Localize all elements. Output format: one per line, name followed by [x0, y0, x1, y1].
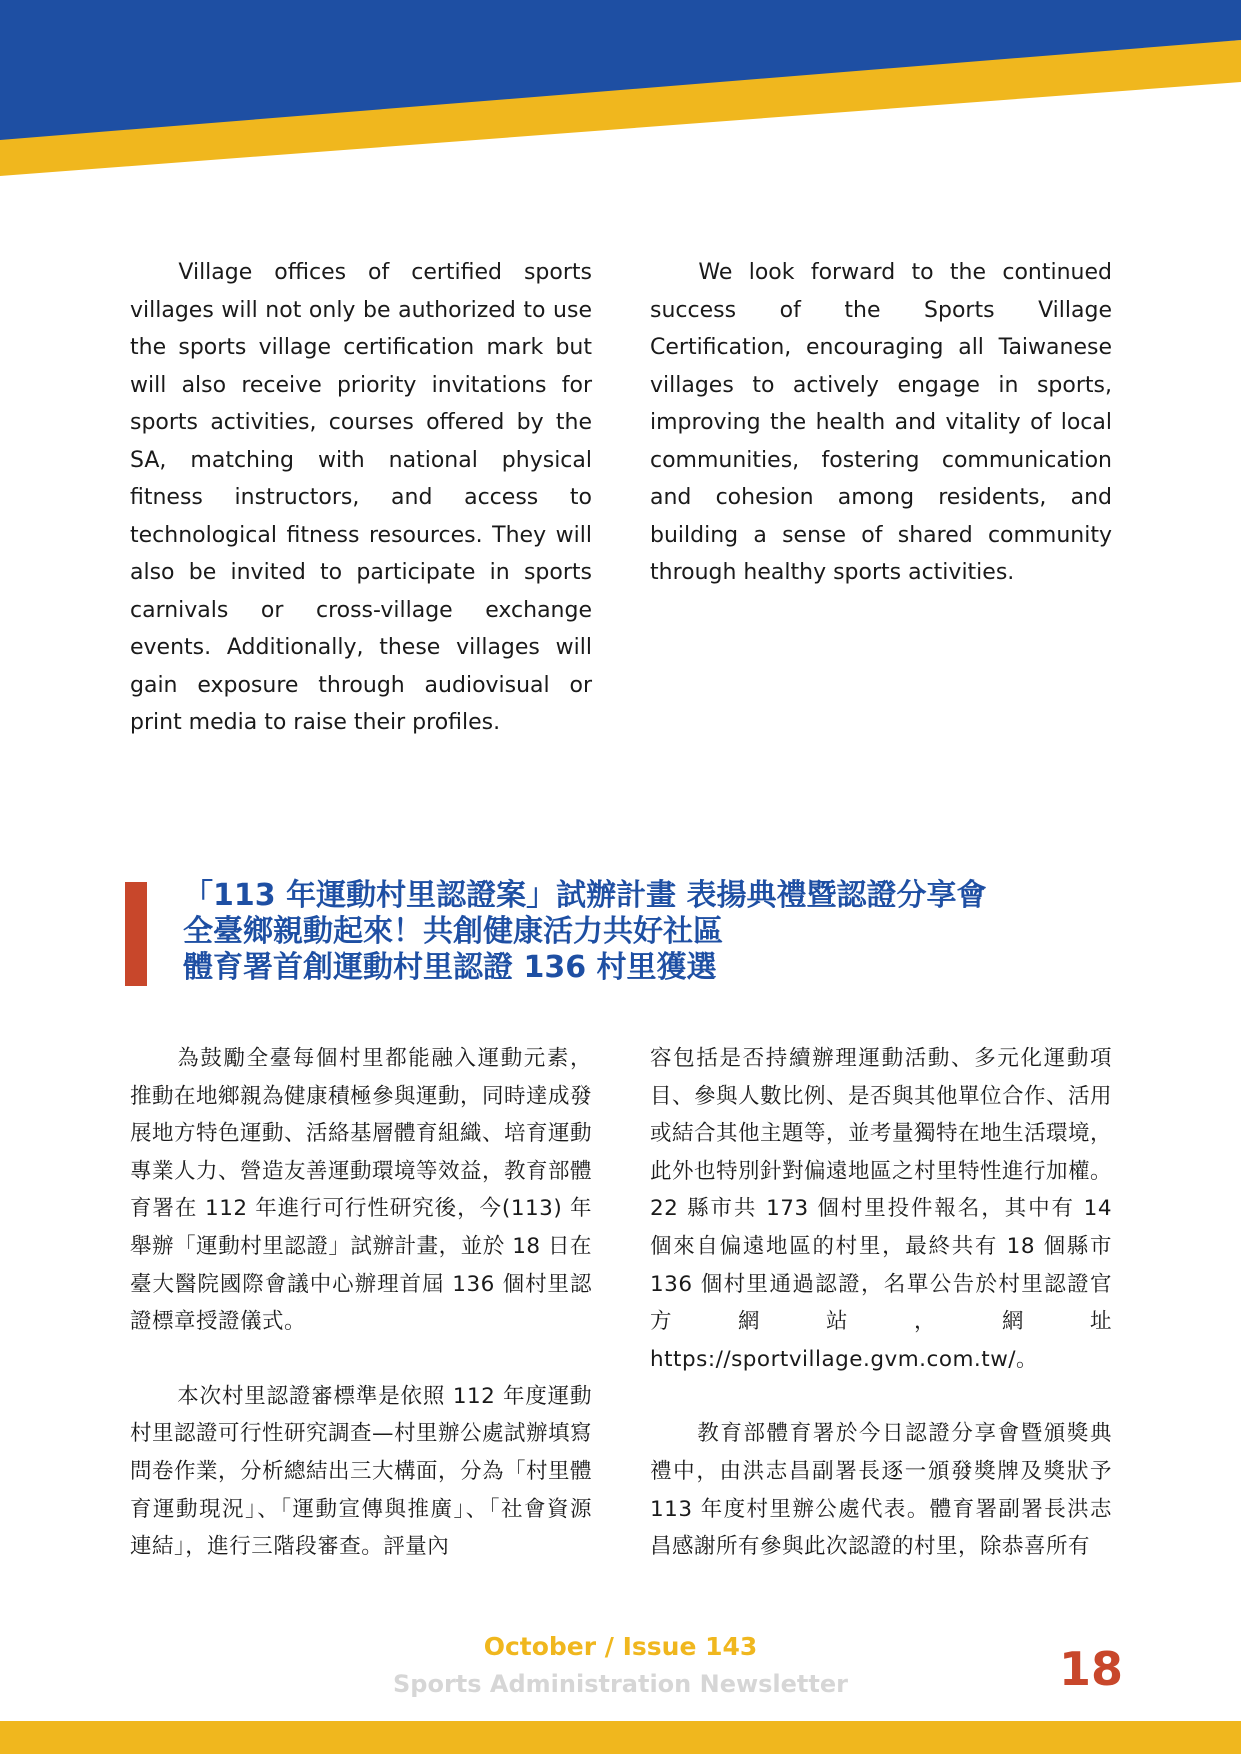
chinese-left-paragraph-1: 為鼓勵全臺每個村里都能融入運動元素，推動在地鄉親為健康積極參與運動，同時達成發展地方特色運動、活絡基層體育組織、培育運動專業人力、營造友善運動環境等效益，教育部體育署在 112 年進行可行性研究後，今(113) 年舉辦「運動村里認證」試辦計畫，並於 18 日在臺大醫院國際會議中心辦理首屆 136 個村里認證標章授證儀式。 — [130, 1046, 593, 1335]
chinese-left-paragraph-2: 本次村里認證審標準是依照 112 年度運動村里認證可行性研究調查—村里辦公處試辦填寫問卷作業，分析總結出三大構面，分為「村里體育運動現況」、「運動宣傳與推廣」、「社會資源連結」，進行三階段審查。評量內 — [130, 1383, 593, 1560]
heading-line-1: 「113 年運動村里認證案」試辦計畫 表揚典禮暨認證分享會 — [183, 878, 987, 913]
page-number: 18 — [1058, 1642, 1123, 1696]
chinese-left-column — [130, 1040, 592, 1566]
heading-accent-bar — [125, 882, 147, 986]
heading-line-3: 體育署首創運動村里認證 136 村里獲選 — [183, 950, 717, 985]
footer-band — [0, 1721, 1241, 1754]
english-right-paragraph: We look forward to the continued success of the Sports Village Certification, encouraging all Taiwanese villages to actively engage in sports, improving the health and vitality of local communities, fostering communication and cohesion among residents, and building a sense of shared community through healthy sports activities. — [650, 260, 1112, 585]
header-band — [0, 0, 1241, 180]
footer-issue: October / Issue 143 — [483, 1632, 758, 1661]
english-left-column — [130, 254, 592, 742]
english-left-paragraph: Village offices of certified sports villages will not only be authorized to use the sports village certification mark but will also receive priority invitations for sports activities, courses offered by the SA, matching with national physical fitness instructors, and access to technological fitness resources. They will also be invited to participate in sports carnivals or cross-village exchange events. Additionally, these villages will gain exposure through audiovisual or print media to raise their profiles. — [130, 260, 592, 735]
chinese-right-column — [650, 1040, 1112, 1566]
heading-line-2: 全臺鄉親動起來！共創健康活力共好社區 — [183, 914, 723, 949]
chinese-right-paragraph-1: 容包括是否持續辦理運動活動、多元化運動項目、參與人數比例、是否與其他單位合作、活用或結合其他主題等，並考量獨特在地生活環境，此外也特別針對偏遠地區之村里特性進行加權。22 縣市共 173 個村里投件報名，其中有 14 個來自偏遠地區的村里，最終共有 18 個縣市 136 個村里通過認證，名單公告於村里認證官方網站，網址 https://sportvillage.gvm.com.tw/。 — [650, 1046, 1113, 1372]
english-right-column — [650, 254, 1112, 592]
footer-newsletter-name: Sports Administration Newsletter — [392, 1670, 848, 1698]
article-heading — [183, 878, 1183, 986]
chinese-right-paragraph-2: 教育部體育署於今日認證分享會暨頒獎典禮中，由洪志昌副署長逐一頒發獎牌及獎狀予 113 年度村里辦公處代表。體育署副署長洪志昌感謝所有參與此次認證的村里，除恭喜所有 — [650, 1421, 1112, 1560]
